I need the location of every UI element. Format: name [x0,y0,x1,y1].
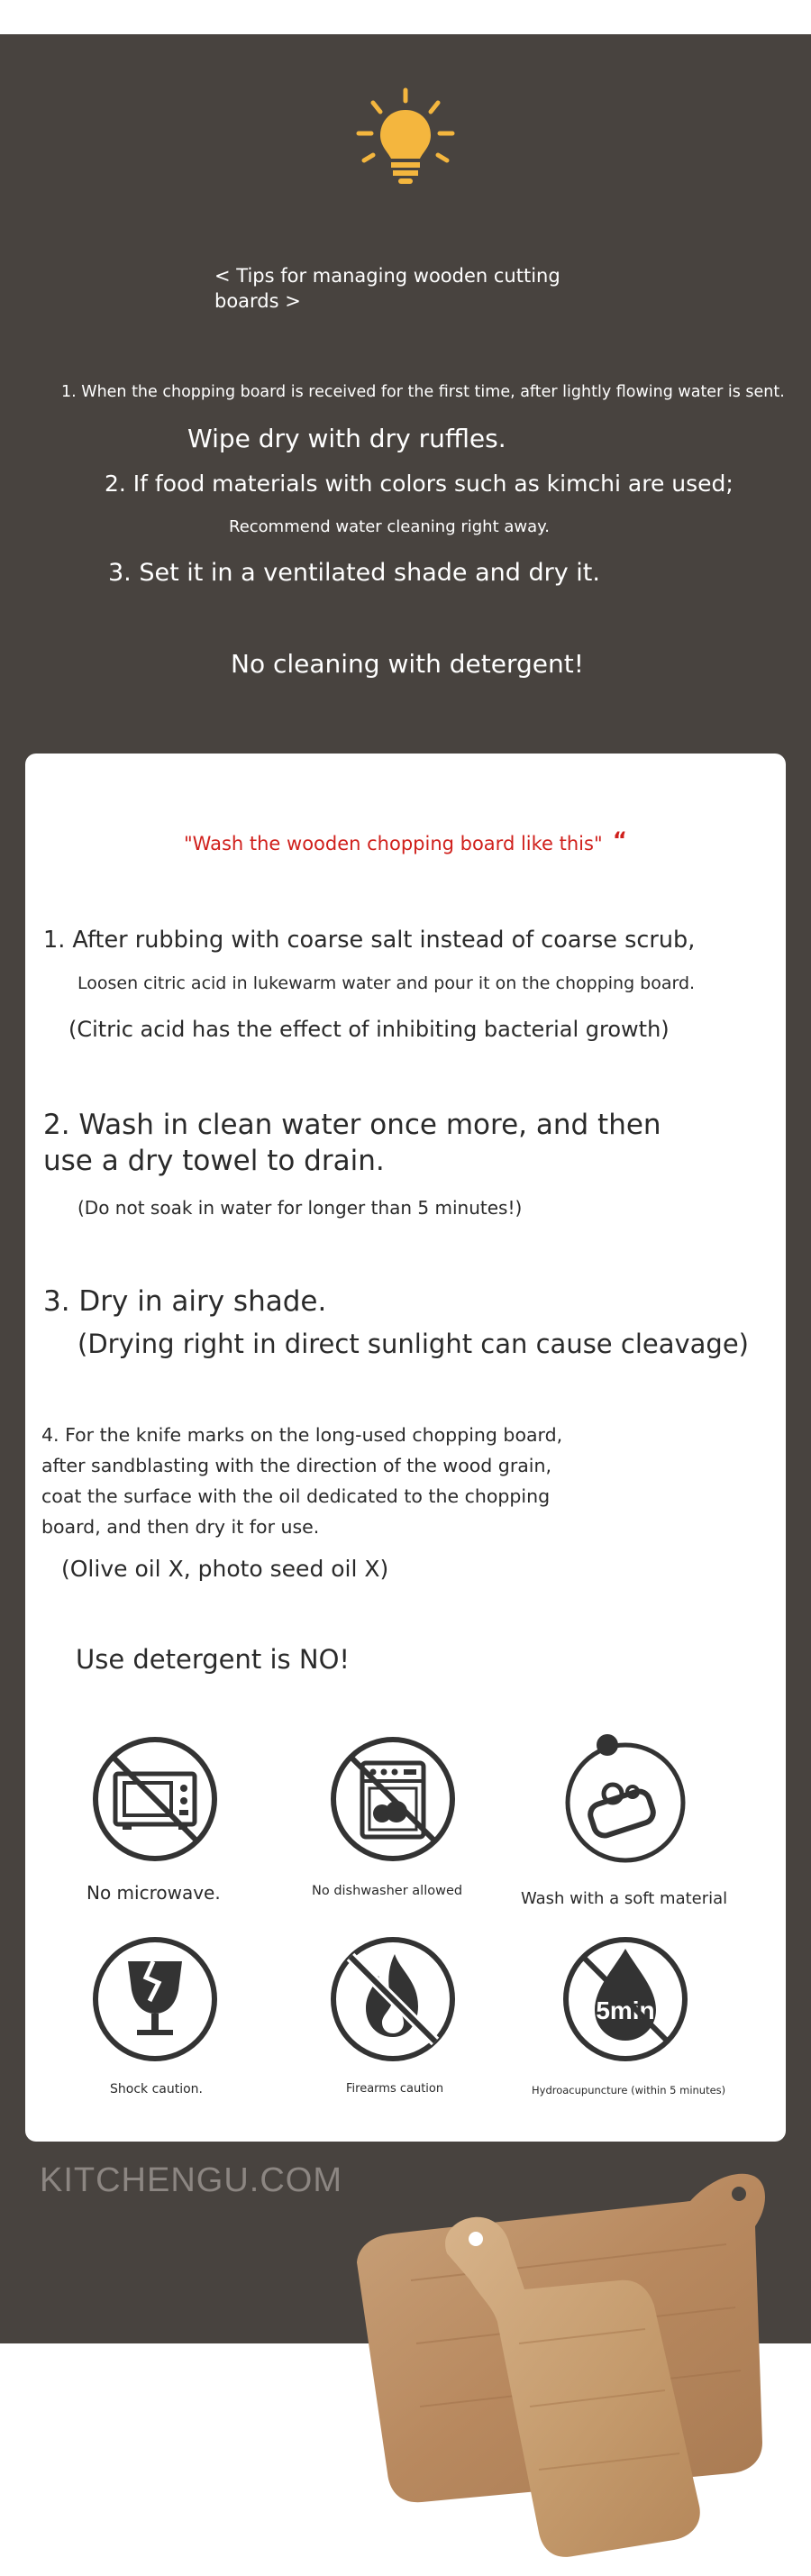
tip-1b: Wipe dry with dry ruffles. [187,424,506,453]
step-1: 1. After rubbing with coarse salt instead of coarse scrub, [43,927,696,954]
detergent-warning: No cleaning with detergent! [231,649,584,679]
tips-title-line1: < Tips for managing wooden cutting [214,265,560,287]
step-1b: Loosen citric acid in lukewarm water and pour it on the chopping board. [77,973,696,993]
step-2-line2: use a dry towel to drain. [43,1145,385,1177]
icon-label-shock: Shock caution. [110,2082,203,2096]
broken-glass-icon [90,1934,220,2064]
step-4b: (Olive oil X, photo seed oil X) [61,1556,389,1582]
step-4-line3: coat the surface with the oil dedicated to the chopping [41,1485,551,1507]
icon-label-dishwasher: No dishwasher allowed [312,1884,463,1898]
cutting-boards-image [339,2145,798,2569]
washing-guide-card [25,754,786,2142]
icon-label-fire: Firearms caution [346,2082,444,2096]
microwave-icon [90,1734,220,1864]
lightbulb-icon [353,87,458,187]
brand-logo-text: KITCHENGU.COM [40,2161,342,2199]
detergent-no: Use detergent is NO! [76,1644,351,1675]
tip-2b: Recommend water cleaning right away. [229,517,550,536]
card-heading: "Wash the wooden chopping board like this" [184,833,603,854]
step-4-line4: board, and then dry it for use. [41,1516,320,1538]
five-min-text: 5min [596,1996,655,2024]
soap-sponge-icon [560,1734,690,1864]
step-3b: (Drying right in direct sunlight can cause cleavage) [77,1329,749,1359]
fire-icon [328,1934,458,2064]
step-1c: (Citric acid has the effect of inhibiting bacterial growth) [68,1017,670,1042]
step-4-line1: 4. For the knife marks on the long-used chopping board, [41,1424,563,1446]
tip-1: 1. When the chopping board is received for the first time, after lightly flowing water is sent. [61,383,785,401]
step-3: 3. Dry in airy shade. [43,1285,327,1318]
tip-2: 2. If food materials with colors such as kimchi are used; [105,470,734,497]
icon-label-soft-material: Wash with a soft material [521,1889,728,1908]
icon-label-water: Hydroacupuncture (within 5 minutes) [532,2084,726,2096]
icon-label-microwave: No microwave. [87,1882,221,1904]
dishwasher-icon [328,1734,458,1864]
step-4-line2: after sandblasting with the direction of the wood grain, [41,1455,552,1476]
tip-3: 3. Set it in a ventilated shade and dry it. [108,559,600,587]
step-2-line1: 2. Wash in clean water once more, and then [43,1109,661,1141]
step-2b: (Do not soak in water for longer than 5 minutes!) [77,1197,523,1219]
card-heading-mark: “ [613,827,627,853]
water-drop-5min-icon [560,1934,690,2064]
tips-title-line2: boards > [214,290,301,312]
